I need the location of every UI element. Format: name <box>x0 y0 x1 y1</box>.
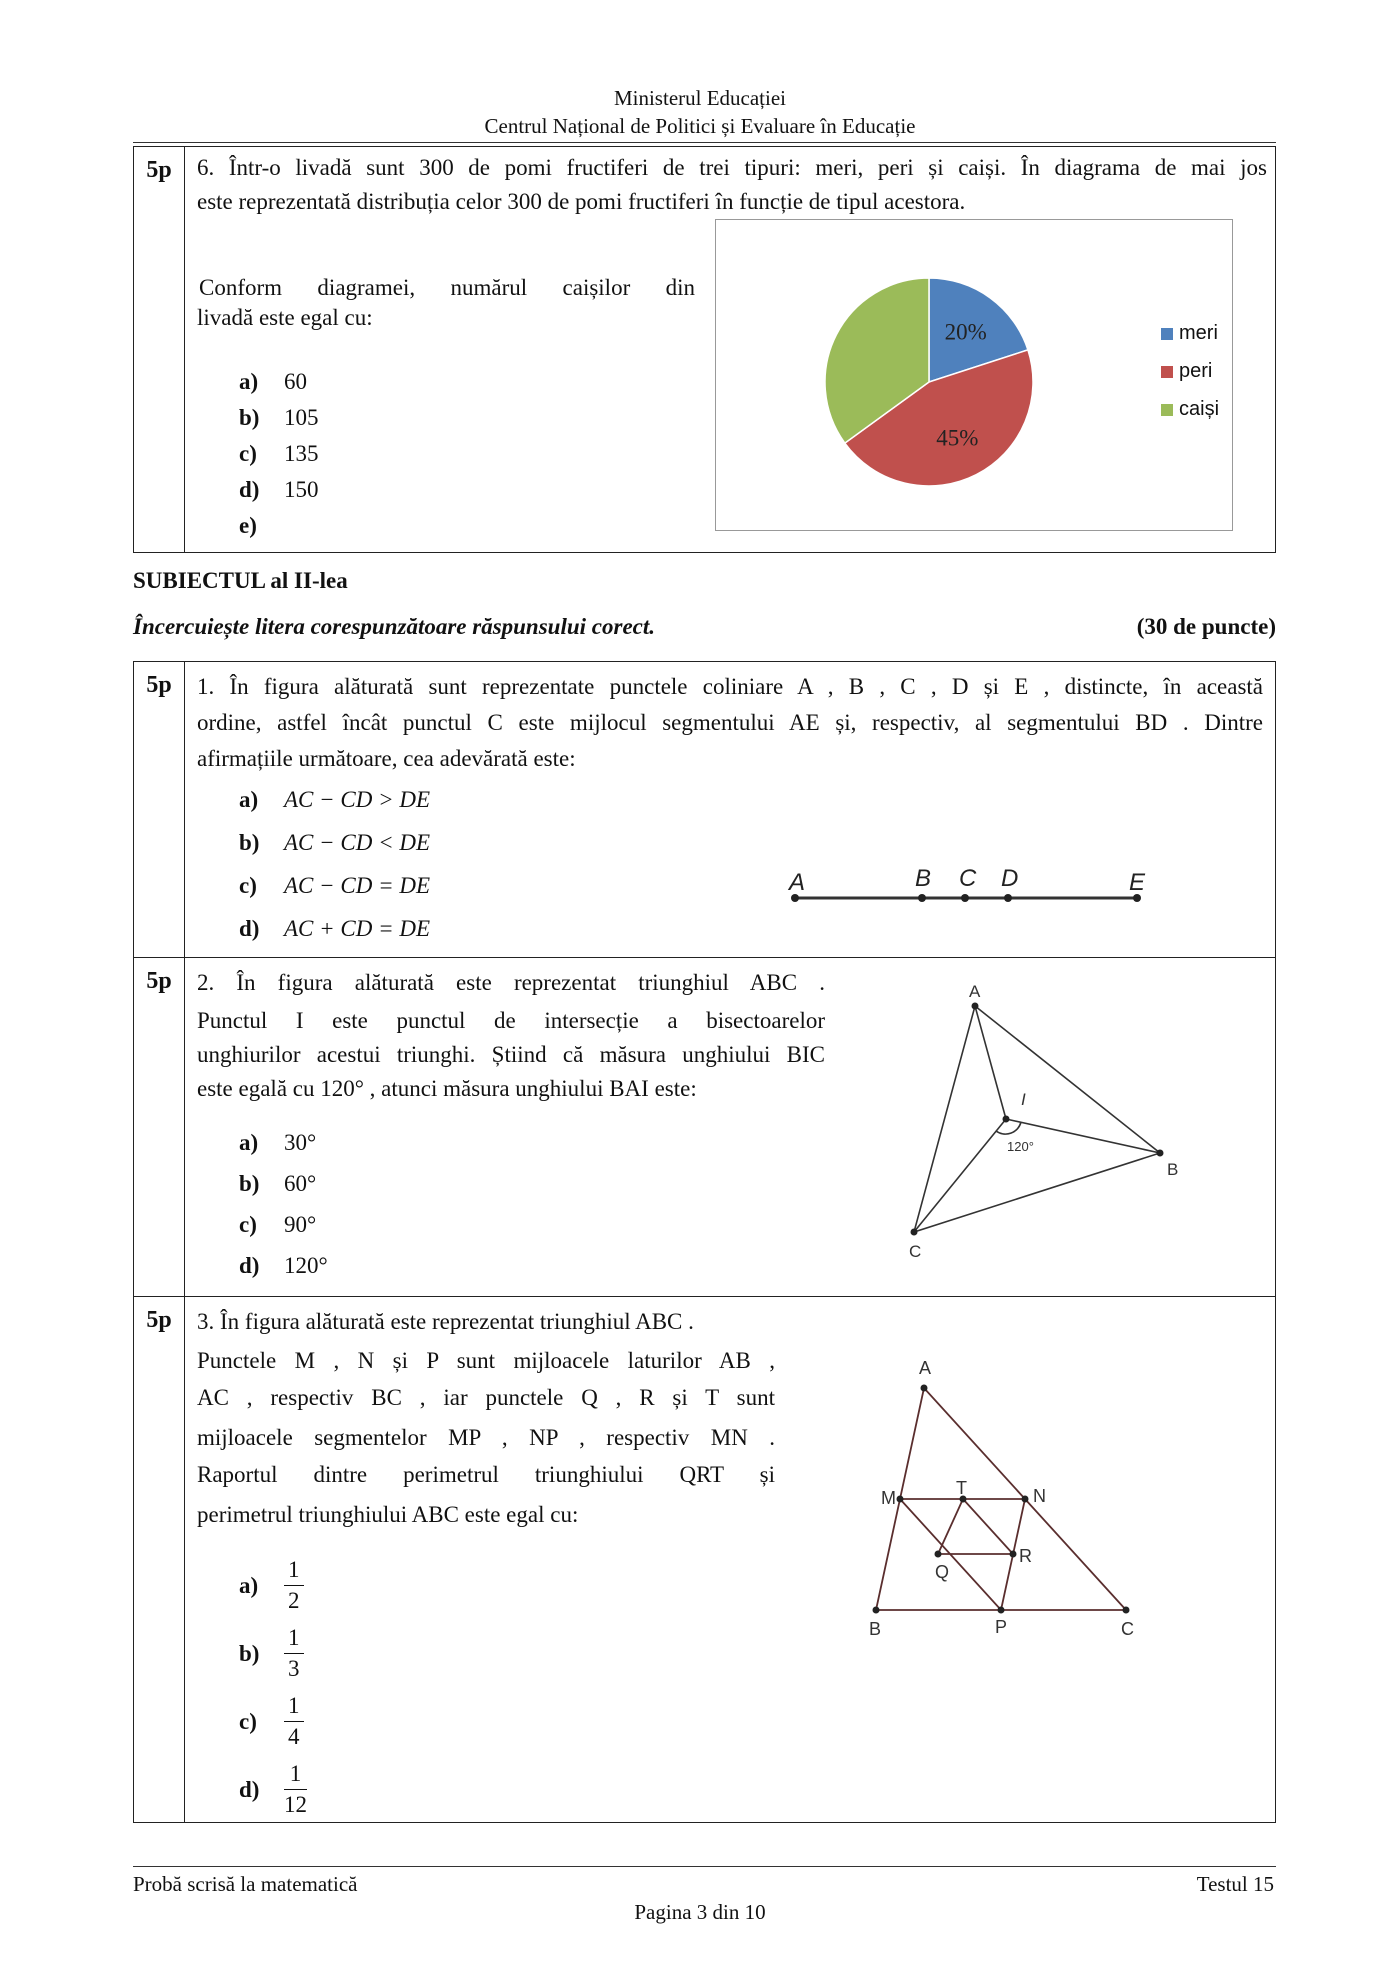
section-title: SUBIECTUL al II-lea <box>133 568 348 593</box>
option-c[interactable]: c) $\frac{1}{4}$ <box>239 1691 304 1752</box>
footer-left: Probă scrisă la matematică <box>133 1872 358 1896</box>
question-3-line-5: Raportul dintre perimetrul triunghiului QRT și <box>197 1462 775 1487</box>
option-b[interactable]: b) 105 <box>239 405 319 430</box>
question-2-line-3: unghiurilor acestui triunghi. Știind că măsura unghiului BIC <box>197 1042 825 1067</box>
question-6-line-2: este reprezentată distribuția celor 300 de pomi fructiferi în funcție de tipul acestora. <box>197 189 966 214</box>
label-q: Q <box>935 1562 950 1582</box>
label-b: B <box>1167 1160 1179 1179</box>
angle-label: 120° <box>1007 1139 1034 1154</box>
option-a[interactable]: a) $\frac{1}{2}$ <box>239 1555 304 1616</box>
label-a: A <box>789 869 806 896</box>
label-r: R <box>1019 1546 1032 1566</box>
section-points: (30 de puncte) <box>1136 614 1276 639</box>
pie-label-peri: 45% <box>936 425 979 451</box>
points-label: 5p <box>134 147 185 553</box>
question-3-body <box>185 1297 1276 1823</box>
midpoint-triangle-figure <box>855 1352 1205 1642</box>
point-b <box>918 894 926 902</box>
question-1-line-1: 1. În figura alăturată sunt reprezentate punctele coliniare A , B , C , D și E , distincte, în această <box>197 674 1263 699</box>
question-2-line-2: Punctul I este punctul de intersecție a bisectoarelor <box>197 1008 825 1033</box>
label-c: C <box>909 1242 922 1261</box>
points-label: 5p <box>134 958 185 1297</box>
label-c: C <box>1121 1619 1134 1639</box>
triangle-bisector-figure <box>905 978 1185 1268</box>
legend-item-peri: peri <box>1161 354 1212 388</box>
point-d <box>1004 894 1012 902</box>
label-i: I <box>1021 1090 1026 1109</box>
collinear-points-figure <box>785 862 1185 922</box>
question-3-line-4: mijloacele segmentelor MP , NP , respectiv MN . <box>197 1425 775 1450</box>
footer-right: Testul 15 <box>1196 1872 1274 1896</box>
header-center: Centrul Național de Politici și Evaluare în Educație <box>484 114 916 138</box>
label-m: M <box>881 1488 896 1508</box>
label-t: T <box>956 1478 967 1498</box>
legend-item-caisi: caiși <box>1161 392 1219 426</box>
option-c[interactable]: c) AC − CD = DE <box>239 873 431 898</box>
legend-item-meri: meri <box>1161 316 1218 350</box>
pie-chart <box>716 220 1232 530</box>
points-label: 5p <box>134 662 185 958</box>
footer-rule <box>133 1866 1276 1867</box>
question-3-line-6: perimetrul triunghiului ABC este egal cu: <box>197 1502 579 1527</box>
question-2-line-1: 2. În figura alăturată este reprezentat triunghiul ABC . <box>197 970 825 995</box>
section-instruction: Încercuiește litera corespunzătoare răspunsului corect. <box>133 614 656 639</box>
question-1-line-2: ordine, astfel încât punctul C este mijlocul segmentului AE și, respectiv, al segmentului BD . Dintre <box>197 710 1263 735</box>
question-6-ask-2: livadă este egal cu: <box>197 305 373 330</box>
option-a[interactable]: a) 30° <box>239 1130 317 1155</box>
question-6-box <box>133 146 1276 553</box>
question-2-line-4: este egală cu 120° , atunci măsura unghiului BAI este: <box>197 1076 697 1101</box>
option-b[interactable]: b) AC − CD < DE <box>239 830 431 855</box>
option-b[interactable]: b) $\frac{1}{3}$ <box>239 1623 304 1684</box>
option-a[interactable]: a) AC − CD > DE <box>239 787 431 812</box>
header-ministry: Ministerul Educației <box>613 86 787 110</box>
label-c: C <box>959 865 977 892</box>
option-c[interactable]: c) 90° <box>239 1212 317 1237</box>
label-a: A <box>919 1358 932 1378</box>
question-6-ask-1: Conform diagramei, numărul caișilor din <box>199 275 695 300</box>
label-p: P <box>995 1617 1008 1637</box>
pie-chart-frame <box>715 219 1233 531</box>
questions-table <box>133 661 1276 1823</box>
question-3-line-2: Punctele M , N și P sunt mijloacele laturilor AB , <box>197 1348 775 1373</box>
option-c[interactable]: c) 135 <box>239 441 319 466</box>
option-d[interactable]: d) 120° <box>239 1253 328 1278</box>
option-d[interactable]: d) $\frac{1}{12}$ <box>239 1761 307 1817</box>
label-d: D <box>1001 865 1019 892</box>
question-1-body <box>185 662 1276 958</box>
question-6-line-1: 6. Într-o livadă sunt 300 de pomi fructiferi de trei tipuri: meri, peri și caiși. În diagrama de mai jos <box>197 155 1267 180</box>
label-a: A <box>969 982 981 1001</box>
points-label: 5p <box>134 1297 185 1823</box>
label-b: B <box>869 1619 882 1639</box>
option-e[interactable]: e) <box>239 513 257 538</box>
question-2-body <box>185 958 1276 1297</box>
option-d[interactable]: d) 150 <box>239 477 319 502</box>
label-n: N <box>1033 1486 1046 1506</box>
option-d[interactable]: d) AC + CD = DE <box>239 916 431 941</box>
question-3-line-1: 3. În figura alăturată este reprezentat triunghiul ABC . <box>197 1309 694 1334</box>
option-a[interactable]: a) 60 <box>239 369 307 394</box>
pie-label-meri: 20% <box>944 319 987 345</box>
question-1-line-3: afirmațiile următoare, cea adevărată este: <box>197 746 576 771</box>
question-6-body <box>185 147 1276 553</box>
point-c <box>961 894 969 902</box>
header-rule <box>133 142 1276 143</box>
footer-page: Pagina 3 din 10 <box>634 1900 766 1924</box>
label-b: B <box>915 865 932 892</box>
label-e: E <box>1129 869 1146 896</box>
option-b[interactable]: b) 60° <box>239 1171 317 1196</box>
question-3-line-3: AC , respectiv BC , iar punctele Q , R și T sunt <box>197 1385 775 1410</box>
